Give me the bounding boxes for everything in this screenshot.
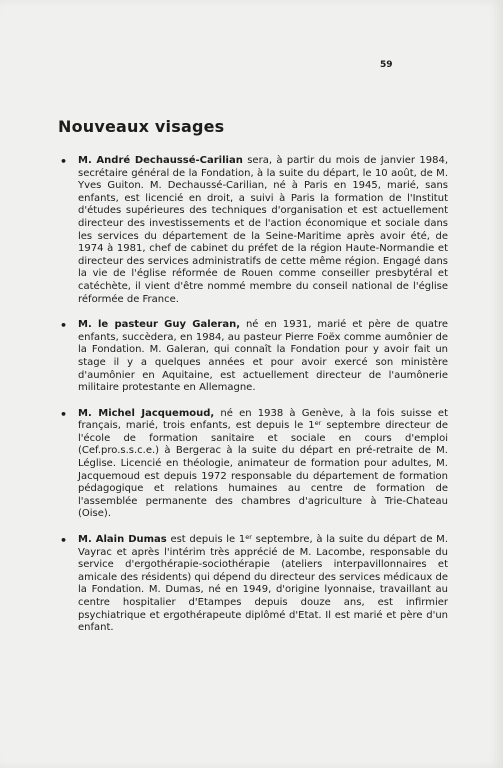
person-name: M. Michel Jacquemoud, xyxy=(78,407,215,419)
bullet-icon: • xyxy=(60,319,68,333)
bullet-icon: • xyxy=(60,407,68,421)
entry-paragraph xyxy=(78,408,448,521)
person-name: M. le pasteur Guy Galeran, xyxy=(78,319,241,331)
person-name: M. Alain Dumas xyxy=(78,534,167,546)
entry-text-continued: septembre, à la suite du départ de M. Vayrac et après l'intérim très apprécié de M. Lacombe, responsable du service d'ergothérapie-sociothérapie (ateliers interpavillonnaires et amicale des résidents) qui dépend du directeur des services médicaux de la Fondation. M. Dumas, né en 1949, d'origine lyonnaise, travaillant au centre hospitalier d'Etampes depuis douze ans, est infirmier psychiatrique et ergothérapeute diplômé d'Etat. Il est marié et père d'un enfant. xyxy=(78,534,448,634)
bullet-icon: • xyxy=(60,534,68,548)
entry-dumas xyxy=(58,534,448,635)
entry-text: est depuis le 1 xyxy=(166,534,246,546)
entry-jacquemoud xyxy=(58,408,448,521)
bullet-icon: • xyxy=(60,155,68,168)
entry-paragraph xyxy=(78,534,448,635)
ordinal-superscript: er xyxy=(245,533,252,542)
entry-text-continued: septembre directeur de l'école de formation sanitaire et sociale en cours d'emploi (Cef.pro.s.s.c.e.) à Bergerac à la suite du départ en pré-retraite de M. Léglise. Licencié en théologie, animateur de formation pour adultes, M. Jacquemoud est depuis 1972 responsable du département de formation pédagogique et relations humaines au centre de formation de l'assemblée permanente des chambres d'agriculture à Trie-Chateau (Oise). xyxy=(78,420,449,520)
entries-list xyxy=(58,155,448,648)
page-number: 59 xyxy=(380,60,393,70)
entry-text: né en 1931, marié et père de quatre enfants, succèdera, en 1984, au pasteur Pierre Foëx comme aumônier de la Fondation. M. Galeran, qui connaît la Fondation pour y avoir fait un stage il y a quelques années et pour avoir exercé son ministère d'aumônier en Aquitaine, est actuellement directeur de l'aumônerie militaire protestante en Allemagne. xyxy=(78,319,448,394)
person-name: M. André Dechaussé-Carilian xyxy=(78,155,243,166)
section-title: Nouveaux visages xyxy=(58,117,225,136)
entry-galeran xyxy=(58,319,448,395)
entry-dechausse-carilian xyxy=(58,155,448,306)
entry-text: sera, à partir du mois de janvier 1984, secrétaire général de la Fondation, à la suite du départ, le 10 août, de M. Yves Guiton. M. Dechaussé-Carilian, né à Paris en 1945, marié, sans enfants, est licencié en droit, a suivi à Paris la formation de l'Institut d'études supérieures des techniques d'organisation et est actuellement directeur des investissements et de l'action économique et sociale dans les services du département de la Seine-Maritime après avoir été, de 1974 à 1981, chef de cabinet du préfet de la région Haute-Normandie et directeur des services administratifs de cette même région. Engagé dans la vie de l'église réformée de Rouen comme conseiller presbytéral et catéchète, il vient d'être nommé membre du conseil national de l'église réformée de France. xyxy=(78,155,448,305)
entry-text: né en 1938 à Genève, à la fois suisse et français, marié, trois enfants, est depuis le 1 xyxy=(78,407,449,432)
ordinal-superscript: er xyxy=(314,419,322,428)
entry-paragraph xyxy=(78,155,448,306)
entry-paragraph xyxy=(78,319,448,395)
